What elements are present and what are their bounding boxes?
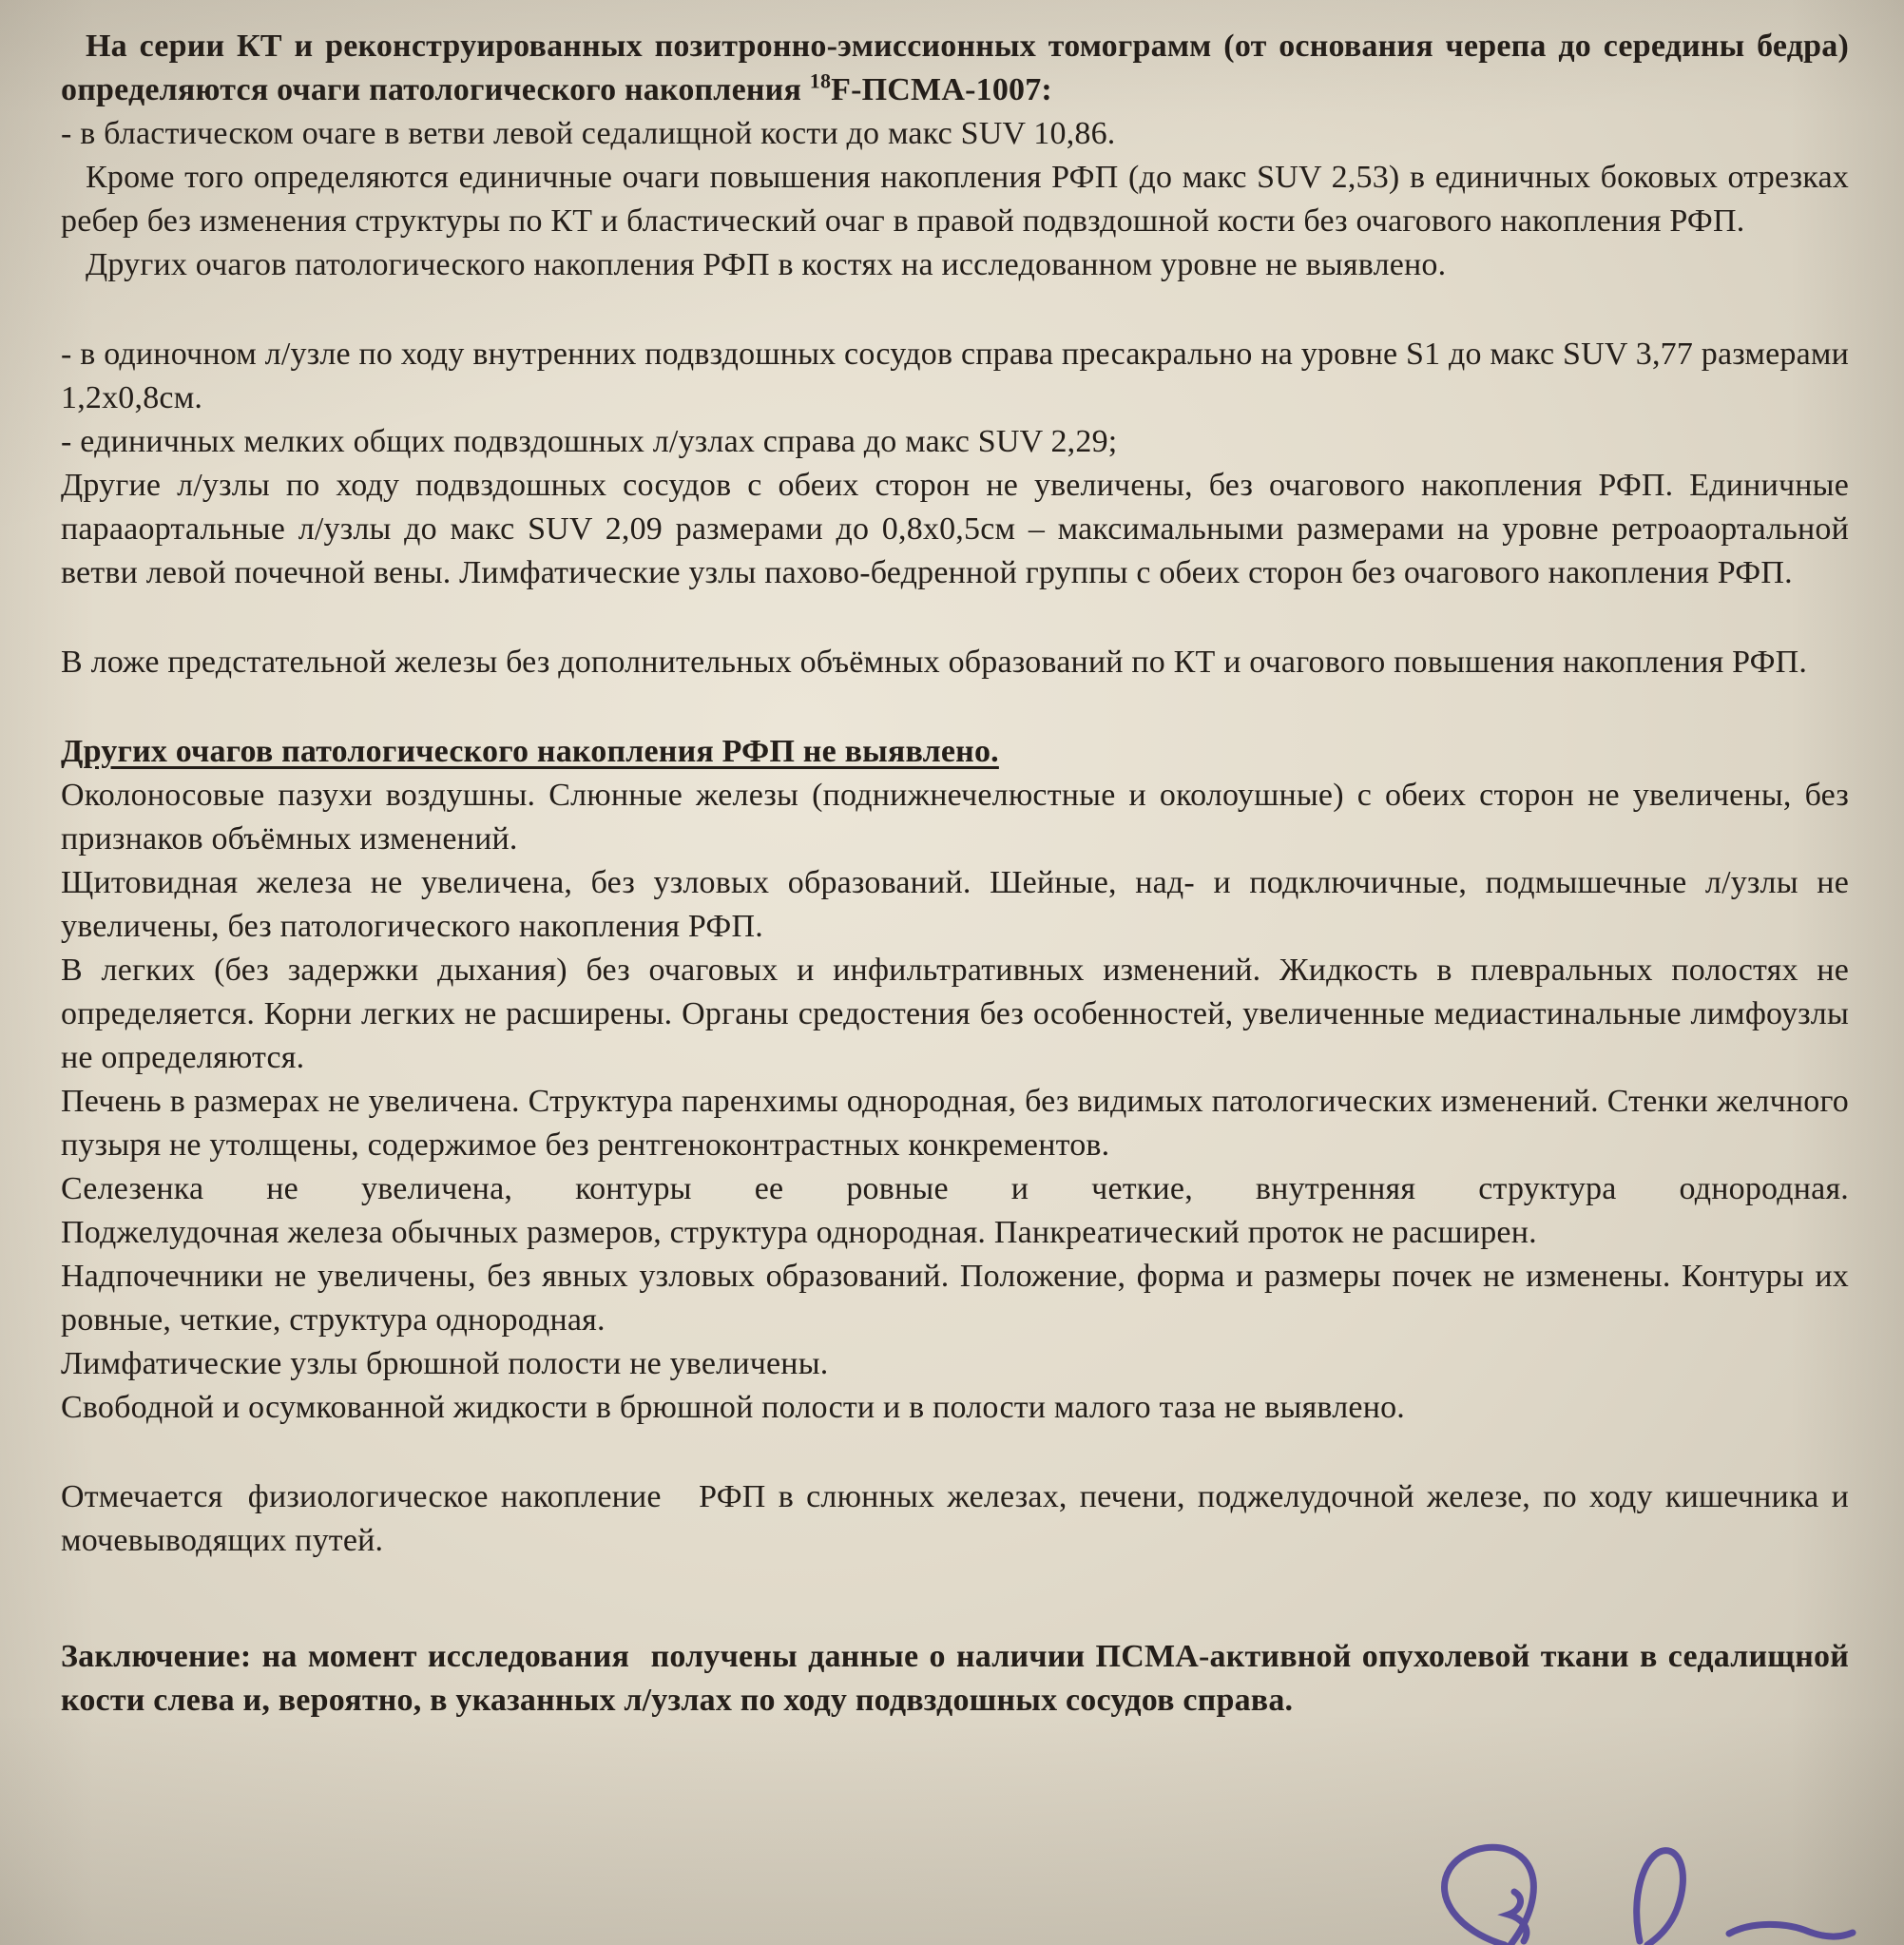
- handwritten-signature-icon: [1410, 1839, 1904, 1945]
- isotope-superscript: 18: [809, 68, 832, 93]
- conclusion-paragraph: Заключение: на момент исследования получены данные о наличии ПСМА-активной опухолевой ткани в седалищной кости слева и, вероятно, в указанных л/узлах по ходу подвздошных сосудов справа.: [61, 1639, 1857, 1718]
- paragraph-gap-large: [61, 1563, 1849, 1635]
- physiologic-uptake-note: Отмечается физиологическое накопление РФП в слюнных железах, печени, поджелудочной железе, по ходу кишечника и мочевыводящих путей.: [61, 1479, 1857, 1558]
- intro-text-before-isotope: На серии КТ и реконструированных позитронно-эмиссионных томограмм (от основания черепа до середины бедра) определяются очаги патологического накопления: [61, 29, 1849, 107]
- organ-finding-abdominal-nodes: Лимфатические узлы брюшной полости не увеличены.: [61, 1346, 829, 1381]
- paragraph-gap: [61, 684, 1849, 730]
- node-finding-small-common-iliac: - единичных мелких общих подвздошных л/узлах справа до макс SUV 2,29;: [61, 424, 1118, 459]
- organ-finding-spleen: Селезенка не увеличена, контуры ее ровные и четкие, внутренняя структура однородная.: [61, 1171, 1849, 1206]
- bone-finding-additional-foci: Кроме того определяются единичные очаги повышения накопления РФП (до макс SUV 2,53) в единичных боковых отрезках ребер без изменения структуры по КТ и бластический очаг в правой подвздошной кости без очагового накопления РФП.: [61, 160, 1849, 239]
- paragraph-gap: [61, 1430, 1849, 1475]
- organ-finding-adrenals-kidneys: Надпочечники не увеличены, без явных узловых образований. Положение, форма и размеры почек не изменены. Контуры их ровные, четкие, структура однородная.: [61, 1259, 1849, 1338]
- organ-finding-sinuses-salivary: Околоносовые пазухи воздушны. Слюнные железы (поднижнечелюстные и околоушные) с обеих сторон не увеличены, без признаков объёмных изменений.: [61, 778, 1849, 857]
- organ-finding-pancreas: Поджелудочная железа обычных размеров, структура однородная. Панкреатический проток не расширен.: [61, 1215, 1537, 1250]
- paragraph-gap: [61, 287, 1849, 333]
- report-intro-heading: [61, 25, 1849, 112]
- organ-finding-lungs-mediastinum: В легких (без задержки дыхания) без очаговых и инфильтративных изменений. Жидкость в плевральных полостях не определяется. Корни легких не расширены. Органы средостения без особенностей, увеличенные медиастинальные лимфоузлы не определяются.: [61, 953, 1849, 1075]
- signature-area: [1410, 1839, 1904, 1945]
- organ-finding-free-fluid: Свободной и осумкованной жидкости в брюшной полости и в полости малого таза не выявлено.: [61, 1390, 1405, 1425]
- node-finding-other-nodes: Другие л/узлы по ходу подвздошных сосудов с обеих сторон не увеличены, без очагового накопления РФП. Единичные парааортальные л/узлы до макс SUV 2,09 размерами до 0,8х0,5см – максимальными размерами на уровне ретроаортальной ветви левой почечной вены. Лимфатические узлы пахово-бедренной группы с обеих сторон без очагового накопления РФП.: [61, 468, 1849, 590]
- organ-finding-liver-gallbladder: Печень в размерах не увеличена. Структура паренхимы однородная, без видимых патологических изменений. Стенки желчного пузыря не утолщены, содержимое без рентгеноконтрастных конкрементов.: [61, 1084, 1849, 1163]
- bone-finding-no-other-foci: Других очагов патологического накопления РФП в костях на исследованном уровне не выявлено.: [86, 247, 1447, 282]
- intro-text-after-isotope: F-ПСМА-1007:: [831, 72, 1052, 107]
- no-other-foci-heading: Других очагов патологического накопления РФП не выявлено.: [61, 734, 999, 769]
- prostate-bed-finding: В ложе предстательной железы без дополнительных объёмных образований по КТ и очагового повышения накопления РФП.: [61, 645, 1808, 680]
- paragraph-gap: [61, 595, 1849, 641]
- node-finding-single-presacral: - в одиночном л/узле по ходу внутренних подвздошных сосудов справа пресакрально на уровне S1 до макс SUV 3,77 размерами 1,2х0,8см.: [61, 337, 1849, 415]
- bone-finding-blastic-focus: - в бластическом очаге в ветви левой седалищной кости до макс SUV 10,86.: [61, 116, 1116, 151]
- organ-finding-thyroid-neck-nodes: Щитовидная железа не увеличена, без узловых образований. Шейные, над- и подключичные, подмышечные л/узлы не увеличены, без патологического накопления РФП.: [61, 865, 1849, 944]
